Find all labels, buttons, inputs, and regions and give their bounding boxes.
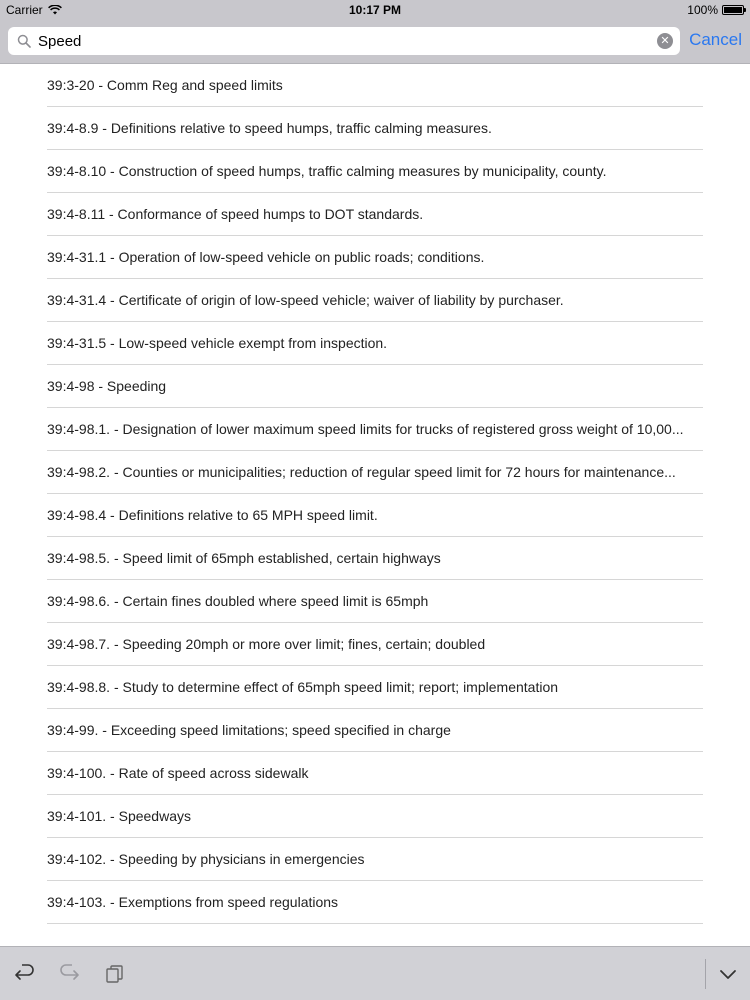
clear-icon[interactable]: ✕: [657, 33, 673, 49]
list-item[interactable]: [47, 64, 703, 107]
list-item[interactable]: [47, 365, 703, 408]
list-item[interactable]: [47, 752, 703, 795]
list-item[interactable]: [47, 623, 703, 666]
search-input[interactable]: [38, 33, 657, 50]
status-bar: [0, 0, 750, 20]
toolbar-divider: [705, 959, 706, 989]
list-item-label: 39:4-8.9 - Definitions relative to speed humps, traffic calming measures.: [47, 120, 492, 136]
list-item-label: 39:4-98.4 - Definitions relative to 65 MPH speed limit.: [47, 507, 378, 523]
list-item-label: 39:4-98.1. - Designation of lower maximum speed limits for trucks of registered gross weight of 10,00...: [47, 421, 684, 437]
list-item-label: 39:4-31.5 - Low-speed vehicle exempt from inspection.: [47, 335, 388, 351]
results-list: [0, 64, 750, 946]
list-item[interactable]: [47, 666, 703, 709]
list-item-label: 39:4-100. - Rate of speed across sidewalk: [47, 765, 309, 781]
search-icon: [16, 33, 32, 49]
list-item[interactable]: [47, 322, 703, 365]
list-item[interactable]: [47, 494, 703, 537]
list-item[interactable]: [47, 537, 703, 580]
copy-icon[interactable]: [103, 962, 127, 986]
list-item[interactable]: [47, 107, 703, 150]
chevron-down-icon[interactable]: [716, 962, 740, 986]
list-item-label: 39:4-98.6. - Certain fines doubled where speed limit is 65mph: [47, 593, 429, 609]
carrier-label: Carrier: [6, 3, 43, 17]
cancel-button[interactable]: Cancel: [689, 30, 742, 49]
list-item[interactable]: [47, 838, 703, 881]
search-field[interactable]: [8, 27, 680, 55]
list-item-label: 39:4-8.10 - Construction of speed humps, traffic calming measures by municipality, county.: [47, 163, 607, 179]
bottom-toolbar: [0, 946, 750, 1000]
list-item-label: 39:4-31.1 - Operation of low-speed vehicle on public roads; conditions.: [47, 249, 485, 265]
list-item-label: 39:4-101. - Speedways: [47, 808, 191, 824]
list-item-label: 39:4-8.11 - Conformance of speed humps to DOT standards.: [47, 206, 424, 222]
battery-percent: 100%: [687, 3, 718, 17]
search-bar: [0, 20, 750, 64]
list-item-label: 39:3-20 - Comm Reg and speed limits: [47, 77, 283, 93]
list-item-label: 39:4-99. - Exceeding speed limitations; speed specified in charge: [47, 722, 451, 738]
list-item[interactable]: [47, 150, 703, 193]
list-item-label: 39:4-98.8. - Study to determine effect of 65mph speed limit; report; implementation: [47, 679, 559, 695]
list-item[interactable]: [47, 408, 703, 451]
undo-icon[interactable]: [12, 962, 36, 986]
status-time: 10:17 PM: [348, 3, 402, 17]
list-item-label: 39:4-103. - Exemptions from speed regulations: [47, 894, 339, 910]
redo-icon[interactable]: [58, 962, 82, 986]
list-item-label: 39:4-98.5. - Speed limit of 65mph established, certain highways: [47, 550, 441, 566]
list-item[interactable]: [47, 193, 703, 236]
battery-icon: [722, 5, 744, 15]
status-right: [687, 3, 744, 17]
list-item-label: 39:4-98 - Speeding: [47, 378, 167, 394]
list-item-label: 39:4-102. - Speeding by physicians in emergencies: [47, 851, 365, 867]
list-item[interactable]: [47, 451, 703, 494]
list-item[interactable]: [47, 279, 703, 322]
list-item[interactable]: [47, 795, 703, 838]
list-item[interactable]: [47, 709, 703, 752]
list-item-label: 39:4-98.7. - Speeding 20mph or more over limit; fines, certain; doubled: [47, 636, 486, 652]
list-item[interactable]: [47, 236, 703, 279]
list-item-label: 39:4-98.2. - Counties or municipalities; reduction of regular speed limit for 72 hours for maintenance...: [47, 464, 676, 480]
list-item[interactable]: [47, 580, 703, 623]
list-item[interactable]: [47, 881, 703, 924]
list-item-label: 39:4-31.4 - Certificate of origin of low-speed vehicle; waiver of liability by purchaser.: [47, 292, 564, 308]
